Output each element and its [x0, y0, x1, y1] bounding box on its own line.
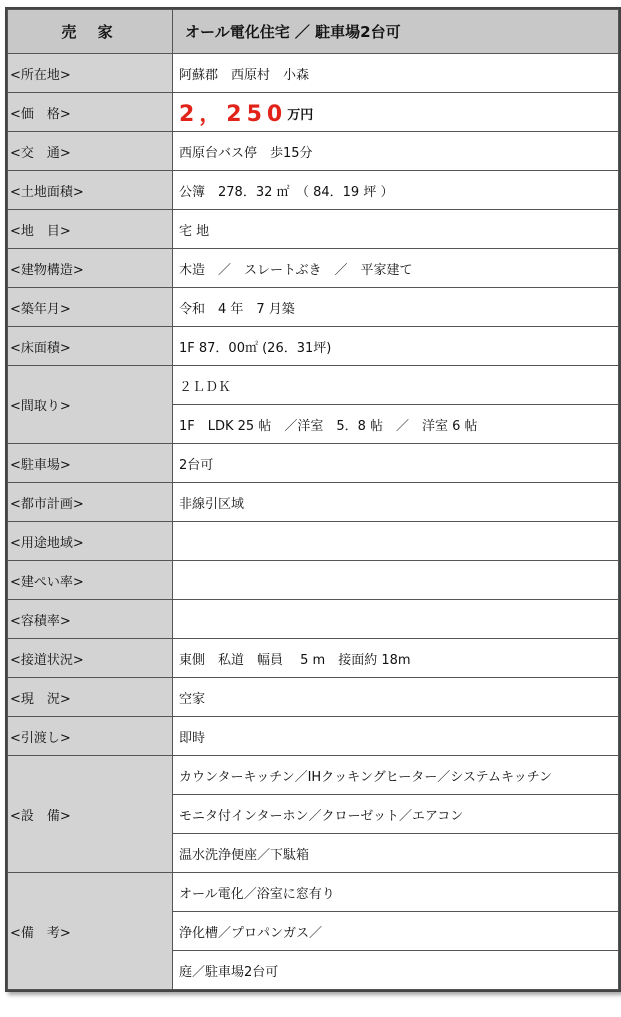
price-label: <価 格>: [8, 93, 173, 132]
layout-line-2: 1F LDK 25 帖 ／洋室 5．8 帖 ／ 洋室 6 帖: [173, 405, 619, 444]
row-equipment-1: [8, 756, 619, 795]
land-type-value: 宅 地: [173, 210, 619, 249]
floor-area-label: <床面積>: [8, 327, 173, 366]
coverage-label: <建ぺい率>: [8, 561, 173, 600]
layout-line-1: ２ＬＤＫ: [173, 366, 619, 405]
address-value: 阿蘇郡 西原村 小森: [173, 54, 619, 93]
status-label: <現 況>: [8, 678, 173, 717]
header-label: 売 家: [8, 10, 173, 54]
city-plan-label: <都市計画>: [8, 483, 173, 522]
transport-value: 西原台バス停 歩15分: [173, 132, 619, 171]
city-plan-value: 非線引区域: [173, 483, 619, 522]
built-value: 令和 4 年 7 月築: [173, 288, 619, 327]
parking-value: 2台可: [173, 444, 619, 483]
row-floor-area: [8, 327, 619, 366]
row-far: [8, 600, 619, 639]
row-parking: [8, 444, 619, 483]
zoning-label: <用途地域>: [8, 522, 173, 561]
row-land-type: [8, 210, 619, 249]
equipment-line-3: 温水洗浄便座／下駄箱: [173, 834, 619, 873]
handover-value: 即時: [173, 717, 619, 756]
equipment-label: <設 備>: [8, 756, 173, 873]
far-label: <容積率>: [8, 600, 173, 639]
land-type-label: <地 目>: [8, 210, 173, 249]
parking-label: <駐車場>: [8, 444, 173, 483]
price-unit: 万円: [287, 107, 314, 123]
land-area-value: 公簿 278．32 ㎡ （ 84．19 坪 ）: [173, 171, 619, 210]
price-value: [173, 93, 619, 132]
row-transport: [8, 132, 619, 171]
row-coverage: [8, 561, 619, 600]
equipment-line-2: モニタ付インターホン／クローゼット／エアコン: [173, 795, 619, 834]
row-handover: [8, 717, 619, 756]
zoning-value: [173, 522, 619, 561]
row-status: [8, 678, 619, 717]
remarks-line-1: オール電化／浴室に窓有り: [173, 873, 619, 912]
built-label: <築年月>: [8, 288, 173, 327]
coverage-value: [173, 561, 619, 600]
row-remarks-1: [8, 873, 619, 912]
land-area-label: <土地面積>: [8, 171, 173, 210]
row-zoning: [8, 522, 619, 561]
property-table: [7, 9, 619, 990]
status-value: 空家: [173, 678, 619, 717]
remarks-label: <備 考>: [8, 873, 173, 990]
handover-label: <引渡し>: [8, 717, 173, 756]
price-amount: 2，250: [179, 101, 288, 127]
row-city-plan: [8, 483, 619, 522]
road-label: <接道状況>: [8, 639, 173, 678]
row-address: [8, 54, 619, 93]
row-layout-1: [8, 366, 619, 405]
row-land-area: [8, 171, 619, 210]
far-value: [173, 600, 619, 639]
layout-label: <間取り>: [8, 366, 173, 444]
remarks-line-2: 浄化槽／プロパンガス／: [173, 912, 619, 951]
row-structure: [8, 249, 619, 288]
row-road: [8, 639, 619, 678]
header-row: [8, 10, 619, 54]
header-title: オール電化住宅 ／ 駐車場2台可: [173, 10, 619, 54]
remarks-line-3: 庭／駐車場2台可: [173, 951, 619, 990]
property-sheet: [5, 7, 621, 992]
floor-area-value: 1F 87．00㎡ (26．31坪): [173, 327, 619, 366]
transport-label: <交 通>: [8, 132, 173, 171]
road-value: 東側 私道 幅員 5 m 接面約 18m: [173, 639, 619, 678]
row-built: [8, 288, 619, 327]
equipment-line-1: カウンターキッチン／IHクッキングヒーター／システムキッチン: [173, 756, 619, 795]
row-price: [8, 93, 619, 132]
structure-label: <建物構造>: [8, 249, 173, 288]
structure-value: 木造 ／ スレートぶき ／ 平家建て: [173, 249, 619, 288]
address-label: <所在地>: [8, 54, 173, 93]
